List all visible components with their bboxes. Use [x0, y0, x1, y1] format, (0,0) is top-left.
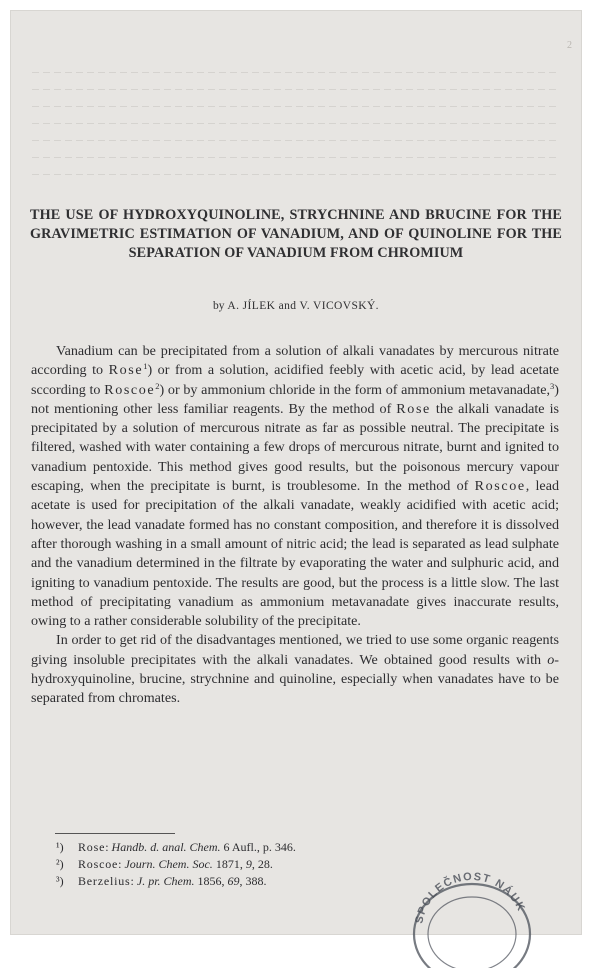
page-number: 2	[567, 40, 572, 51]
footnote-1	[56, 839, 556, 856]
footnote-source: Handb. d. anal. Chem.	[111, 840, 221, 854]
footnote-mark: ¹)	[56, 840, 64, 854]
footnote-source: Journ. Chem. Soc.	[124, 857, 213, 871]
footnote-details: 6 Aufl., p. 346.	[220, 840, 296, 854]
footnote-volume: 9	[245, 857, 252, 871]
author-by: by	[213, 300, 225, 312]
show-through-line	[32, 72, 560, 73]
citation-rose: Rose	[108, 362, 144, 379]
footnote-details: , 28.	[251, 857, 273, 871]
stamp-text	[413, 871, 527, 925]
paragraph-2	[31, 631, 559, 708]
show-through-line	[32, 123, 560, 124]
stamp-inner-ring	[428, 897, 516, 968]
footnote-mark: ²)	[56, 857, 64, 871]
footnote-author: Berzelius	[78, 874, 131, 888]
paragraph-1	[31, 342, 559, 631]
show-through-line	[32, 106, 560, 107]
footnote-ref-1: 1	[143, 361, 148, 372]
footnote-ref-2: 2	[155, 380, 160, 391]
text-run: -hydroxyquinoline, brucine, strychnine and quinoline, especially when vanadates have to be separated from chromates.	[31, 651, 559, 707]
article-title: THE USE OF HYDROXYQUINOLINE, STRYCHNINE AND BRUCINE FOR THE GRAVIMETRIC ESTIMATION OF VANADIUM, AND OF QUINOLINE FOR THE SEPARATION OF VANADIUM FROM CHROMIUM	[30, 207, 562, 261]
footnote-source: J. pr. Chem.	[136, 874, 195, 888]
footnote-author: Roscoe	[78, 857, 119, 871]
show-through-line	[32, 89, 560, 90]
show-through-line	[32, 174, 560, 175]
footnote-sep: :	[118, 857, 125, 871]
footnote-sep: :	[130, 874, 137, 888]
footnote-sep: :	[105, 840, 112, 854]
author-names: A. JÍLEK and V. VICOVSKÝ.	[227, 300, 379, 312]
article-body	[31, 342, 559, 709]
show-through-line	[32, 157, 560, 158]
author-line	[10, 300, 582, 312]
footnote-divider	[55, 833, 175, 834]
footnote-mark: ³)	[56, 874, 64, 888]
footnote-details: , 388.	[239, 874, 267, 888]
stamp-text-path: SPOLEČNOST NÁUK	[413, 870, 528, 925]
ortho-prefix: o	[547, 651, 555, 668]
text-run: the alkali vanadate is precipitated by a solution of mercurous nitrate as far as possible neutral. The precipitate is filtered, washed with water containing a few drops of mercurous nitrate, burnt and ignited to vanadium pentoxide. This method gives good results, but the poisonous mercury vapour escaping, when the precipitate is burnt, is troublesome. In the method of	[31, 400, 559, 495]
citation-rose: Rose	[396, 400, 431, 417]
library-stamp	[400, 858, 540, 968]
text-run: Vanadium can be precipitated from a solution of alkali vanadates by mercurous nitrate according to	[31, 343, 559, 379]
citation-roscoe: Roscoe	[474, 478, 526, 495]
text-run: ) or from a solution, acidified feebly with acetic acid, by lead acetate sccording to	[31, 362, 560, 398]
footnote-volume: 69	[227, 874, 240, 888]
page-sheet	[10, 10, 582, 935]
show-through-text	[32, 72, 560, 200]
footnote-details: 1871,	[212, 857, 246, 871]
show-through-line	[32, 140, 560, 141]
citation-roscoe: Roscoe	[104, 381, 156, 398]
footnote-ref-3: 3	[550, 380, 555, 391]
text-run: ) not mentioning other less familiar reagents. By the method of	[31, 381, 559, 417]
footnote-author: Rose	[78, 840, 106, 854]
text-run: ) or by ammonium chloride in the form of ammonium metavanadate,	[159, 381, 551, 398]
footnote-details: 1856,	[194, 874, 228, 888]
text-run: In order to get rid of the disadvantages mentioned, we tried to use some organic reagents giving insoluble precipitates with the alkali vanadates. We obtained good results with	[31, 632, 559, 668]
text-run: , lead acetate is used for precipitation of the alkali vanadate, weakly acidified with acetic acid; however, the lead vanadate formed has no constant composition, and therefore it is dissolved after thorough washing in a small amount of nitric acid; the lead is separated as lead sulphate and the vanadium determined in the filtrate by evaporating the water and sulphuric acid, and igniting to vanadium pentoxide. The results are good, but the process is a little slow. The last method of precipitating vanadium as ammonium metavanadate gives inaccurate results, owing to a rather considerable solubility of the precipitate.	[31, 478, 559, 630]
